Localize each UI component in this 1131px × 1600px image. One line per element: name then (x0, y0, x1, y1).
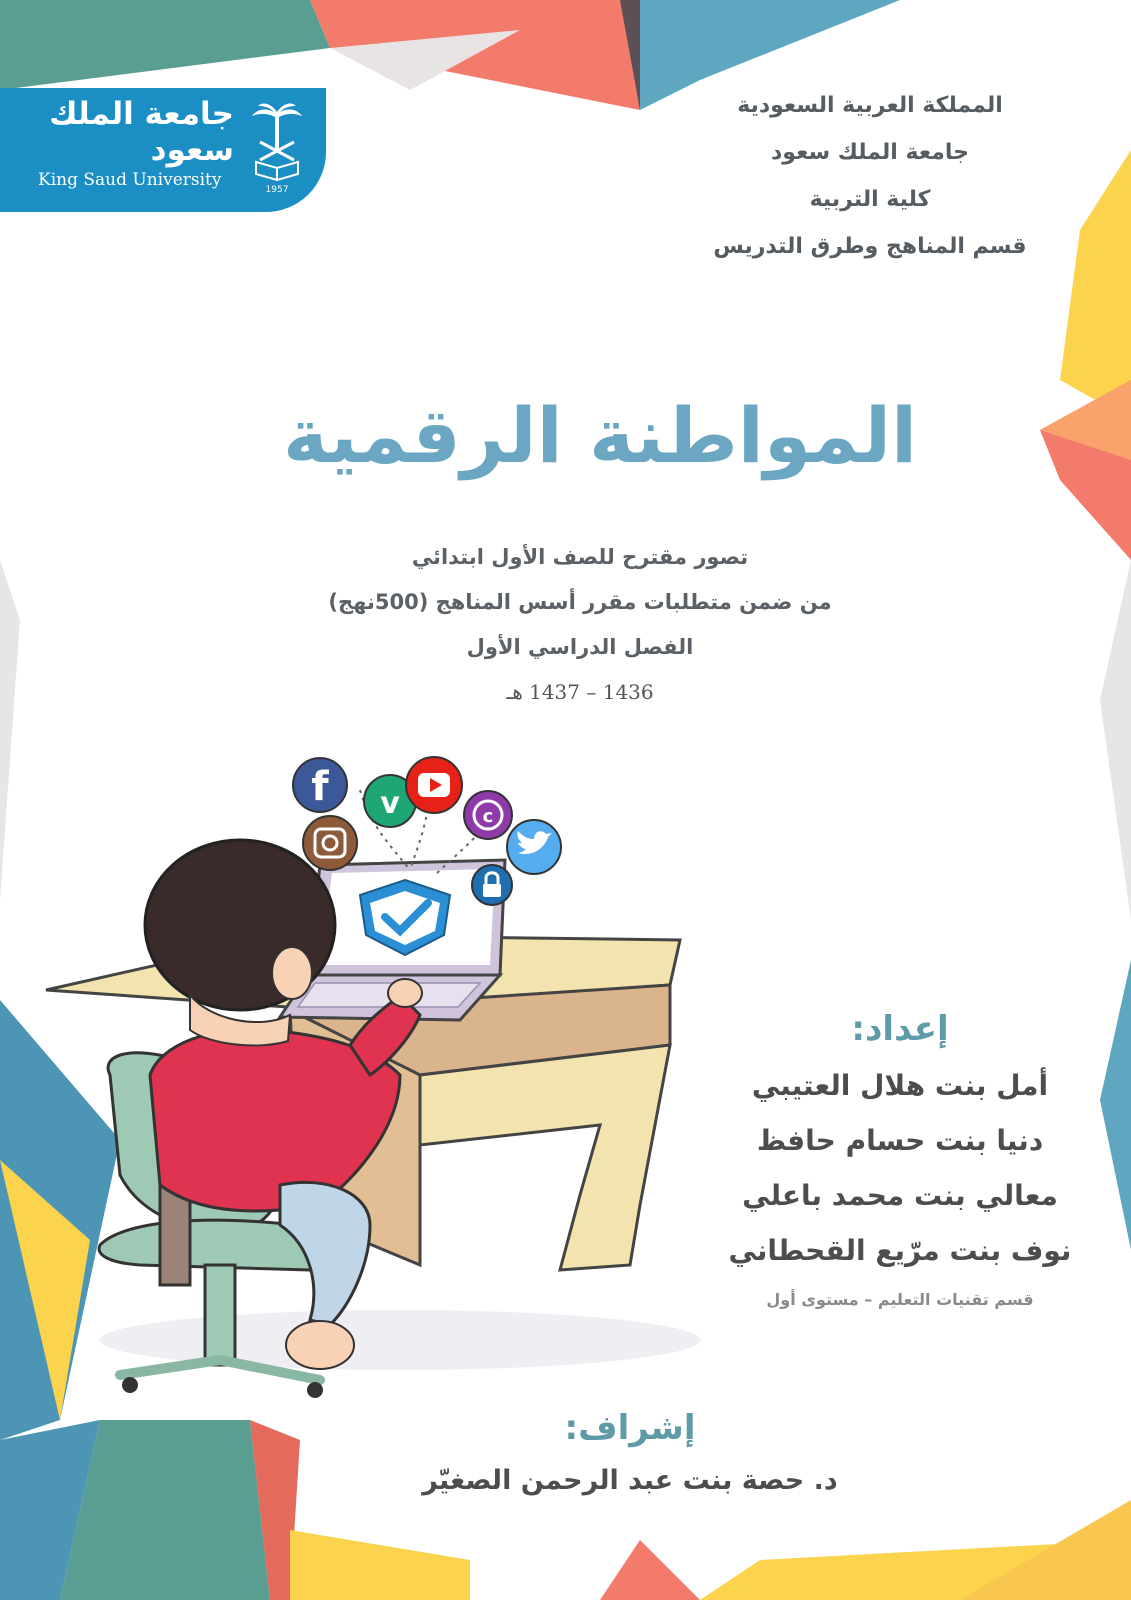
author-name: معالي بنت محمد باعلي (742, 1179, 1058, 1212)
supervision-section (310, 1398, 950, 1504)
author-name: دنيا بنت حسام حافظ (756, 1124, 1044, 1157)
svg-text:c: c (482, 806, 494, 827)
author-name: نوف بنت مرّيع القحطاني (728, 1234, 1072, 1267)
palm-swords-emblem-icon (246, 98, 308, 194)
prepared-by-label: إعداد: (851, 1009, 949, 1049)
instagram-icon (303, 816, 357, 870)
copyright-icon (464, 791, 512, 839)
facebook-icon (293, 758, 347, 812)
emblem-year: 1957 (265, 185, 289, 194)
academic-years: 1436 – 1437 هـ (506, 680, 654, 704)
twitter-icon (507, 820, 561, 874)
supervisor-name: د. حصة بنت عبد الرحمن الصغيّر (422, 1465, 838, 1496)
subtitle-line-3: الفصل الدراسي الأول (466, 635, 694, 659)
institution-header (640, 82, 1100, 270)
header-country: المملكة العربية السعودية (737, 93, 1003, 118)
subtitle-line-1: تصور مقترح للصف الأول ابتدائي (411, 545, 749, 569)
author-name: أمل بنت هلال العتيبي (751, 1069, 1049, 1102)
header-college: كلية التربية (809, 187, 931, 212)
document-title: المواطنة الرقمية (282, 391, 918, 480)
document-subtitle (200, 535, 960, 715)
prepared-by-section (690, 1000, 1110, 1322)
university-logo (0, 88, 326, 212)
child-laptop-illustration (40, 745, 700, 1465)
svg-text:f: f (311, 764, 329, 810)
authors-department: قسم تقنيات التعليم – مستوى أول (766, 1290, 1034, 1309)
youtube-icon (406, 757, 462, 813)
svg-text:v: v (380, 786, 400, 821)
university-arabic-name: جامعة الملك سعود (49, 96, 234, 168)
subtitle-line-2: من ضمن متطلبات مقرر أسس المناهج (500نهج) (328, 590, 832, 614)
header-department: قسم المناهج وطرق التدريس (713, 234, 1027, 259)
header-university: جامعة الملك سعود (771, 140, 969, 165)
lock-icon (472, 865, 512, 905)
university-english-name: King Saud University (38, 170, 222, 190)
supervision-label: إشراف: (564, 1408, 696, 1448)
